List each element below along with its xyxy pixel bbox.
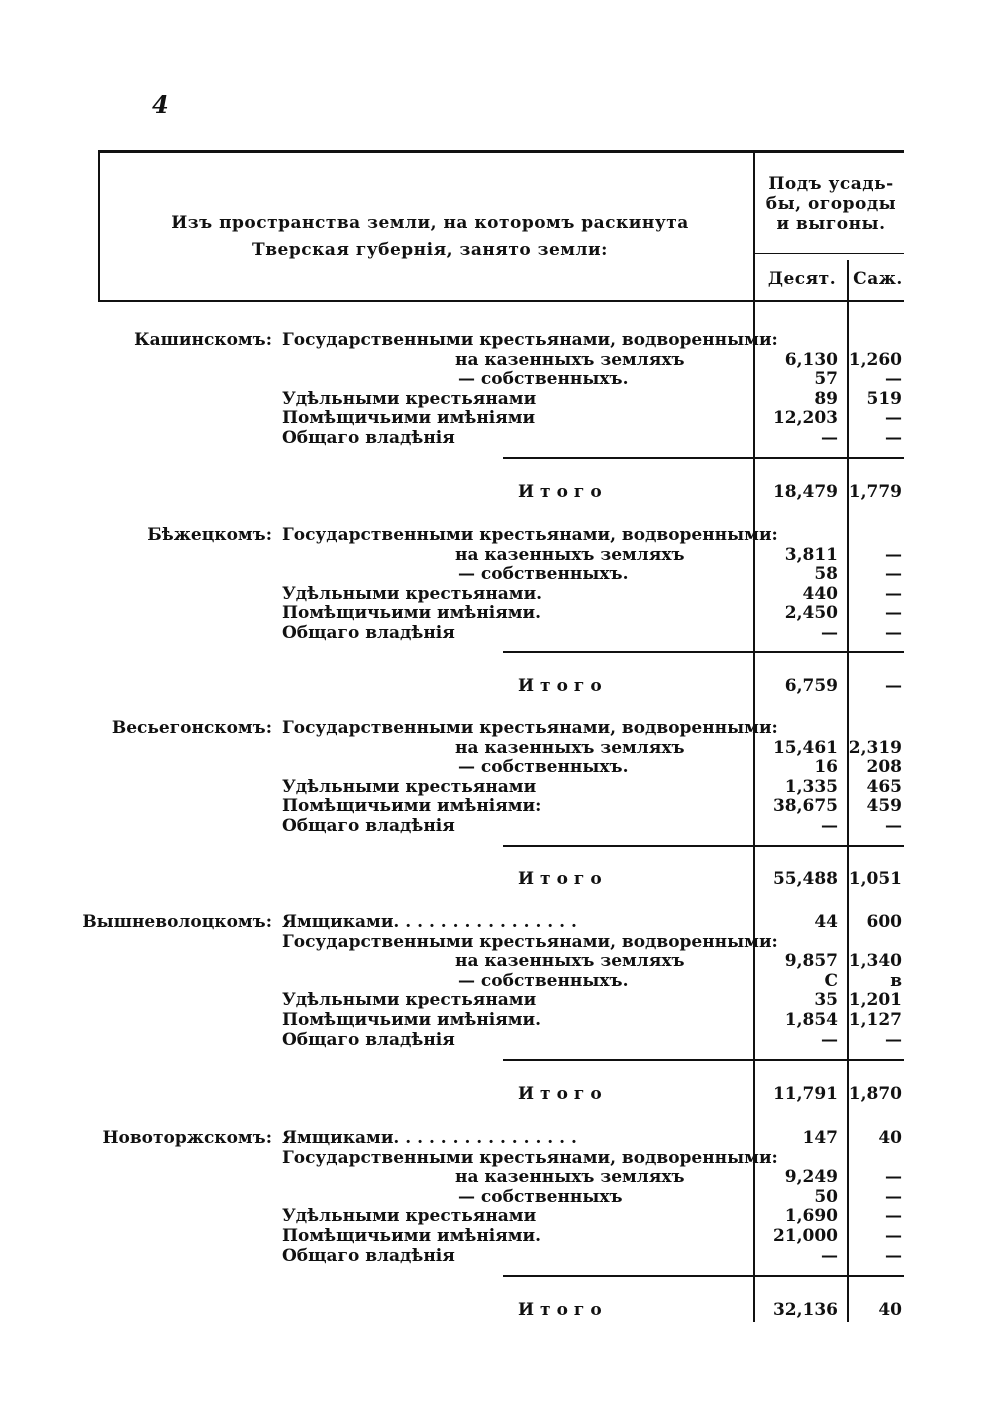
col-desyat-header: Десят. <box>767 269 837 289</box>
row-label: — собственныхъ. <box>458 757 629 778</box>
total-desyat: 18,479 <box>772 482 838 502</box>
cell-sazh: 465 <box>866 776 902 797</box>
subheader-rule <box>755 253 904 254</box>
row-label: — собственныхъ. <box>458 970 629 991</box>
total-label: Итого <box>518 1300 608 1320</box>
row-label: Удѣльными крестьянами <box>282 776 537 797</box>
cell-sazh: — <box>885 1206 902 1227</box>
total-sazh: — <box>885 676 902 696</box>
col-group-line3: и выгоны. <box>776 214 886 234</box>
cell-sazh: — <box>885 816 902 836</box>
row-label: Удѣльными крестьянами <box>282 990 537 1011</box>
cell-sazh: 519 <box>866 388 902 409</box>
cell-sazh: 1,127 <box>848 1010 902 1030</box>
cell-desyat: 15,461 <box>772 737 838 758</box>
cell-sazh: — <box>885 544 902 565</box>
row-label: на казенныхъ земляхъ <box>455 1167 685 1188</box>
cell-sazh: — <box>885 583 902 604</box>
row-label: Государственными крестьянами, водворенными: <box>282 330 778 350</box>
cell-sazh: 2,319 <box>848 737 902 758</box>
header-bottom-rule <box>98 300 904 302</box>
subcolumn-separator <box>847 260 849 1322</box>
cell-desyat: 16 <box>814 757 838 778</box>
cell-desyat: — <box>821 428 838 448</box>
cell-desyat: 57 <box>814 369 838 390</box>
row-label: Общаго владѣнія <box>282 623 455 643</box>
row-label: Помѣщичьими имѣніями: <box>282 796 542 817</box>
cell-sazh: 40 <box>878 1128 902 1148</box>
cell-desyat: — <box>821 1245 838 1266</box>
row-label: Помѣщичьими имѣніями. <box>282 1226 542 1246</box>
total-label: Итого <box>518 482 608 502</box>
total-label: Итого <box>518 676 608 696</box>
cell-desyat: 21,000 <box>772 1226 838 1246</box>
cell-desyat: 1,690 <box>784 1206 838 1227</box>
table-top-rule <box>98 150 904 153</box>
cell-desyat: 147 <box>802 1128 838 1148</box>
cell-sazh: 600 <box>866 912 902 932</box>
cell-sazh: 208 <box>866 757 902 778</box>
cell-desyat: — <box>821 816 838 836</box>
total-sazh: 1,870 <box>848 1084 902 1104</box>
cell-sazh: 1,201 <box>848 990 902 1011</box>
cell-desyat: 1,854 <box>784 1010 838 1030</box>
row-label: на казенныхъ земляхъ <box>455 737 685 758</box>
total-rule <box>503 845 904 847</box>
row-label: Государственными крестьянами, водворенными: <box>282 718 778 738</box>
row-label: Удѣльными крестьянами. <box>282 583 543 604</box>
total-desyat: 6,759 <box>784 676 838 696</box>
district-name: Новоторжскомъ: <box>102 1128 272 1148</box>
col-group-line1: Подъ усадь- <box>768 174 894 194</box>
cell-sazh: 1,260 <box>848 349 902 370</box>
cell-sazh: 1,340 <box>848 951 902 972</box>
cell-desyat: 1,335 <box>784 776 838 797</box>
total-desyat: 11,791 <box>772 1084 838 1104</box>
row-label: Удѣльными крестьянами <box>282 388 537 409</box>
cell-sazh: — <box>885 428 902 448</box>
total-desyat: 32,136 <box>772 1300 838 1320</box>
cell-desyat: — <box>821 623 838 643</box>
cell-sazh: — <box>885 1186 902 1207</box>
row-label: на казенныхъ земляхъ <box>455 349 685 370</box>
cell-sazh: — <box>885 1029 902 1050</box>
header-title-line2: Тверская губернія, занято земли: <box>252 240 608 260</box>
row-label: Общаго владѣнія <box>282 816 455 836</box>
col-sazh-header: Саж. <box>853 269 903 289</box>
total-desyat: 55,488 <box>772 869 838 889</box>
row-label: Государственными крестьянами, водворенными: <box>282 931 778 952</box>
cell-sazh: — <box>885 1226 902 1246</box>
total-rule <box>503 1275 904 1277</box>
cell-desyat: 50 <box>814 1186 838 1207</box>
cell-sazh: 459 <box>866 796 902 817</box>
cell-desyat: — <box>821 1029 838 1050</box>
cell-desyat: 3,811 <box>784 544 838 565</box>
cell-sazh: — <box>885 1245 902 1266</box>
cell-sazh: в <box>890 970 902 991</box>
cell-desyat: С <box>824 970 838 991</box>
row-label: Ямщиками. . . . . . . . . . . . . . . . <box>282 912 577 932</box>
row-label: Помѣщичьими имѣніями <box>282 408 536 429</box>
cell-desyat: 6,130 <box>784 349 838 370</box>
total-rule <box>503 457 904 459</box>
cell-desyat: 9,249 <box>784 1167 838 1188</box>
row-label: Общаго владѣнія <box>282 1029 455 1050</box>
col-group-line2: бы, огороды <box>765 194 897 214</box>
row-label: на казенныхъ земляхъ <box>455 951 685 972</box>
cell-desyat: 12,203 <box>772 408 838 429</box>
cell-sazh: — <box>885 1167 902 1188</box>
cell-sazh: — <box>885 369 902 390</box>
row-label: Государственными крестьянами, водворенными: <box>282 525 778 545</box>
cell-desyat: 89 <box>814 388 838 409</box>
cell-desyat: 44 <box>814 912 838 932</box>
cell-sazh: — <box>885 408 902 429</box>
row-label: Общаго владѣнія <box>282 1245 455 1266</box>
row-label: — собственныхъ. <box>458 369 629 390</box>
total-rule <box>503 651 904 653</box>
row-label: — собственныхъ <box>458 1186 623 1207</box>
district-name: Вышневолоцкомъ: <box>82 912 272 932</box>
row-label: Общаго владѣнія <box>282 428 455 448</box>
total-sazh: 1,779 <box>848 482 902 502</box>
cell-sazh: — <box>885 564 902 585</box>
cell-sazh: — <box>885 623 902 643</box>
district-name: Бѣжецкомъ: <box>147 525 272 545</box>
cell-sazh: — <box>885 603 902 624</box>
row-label: на казенныхъ земляхъ <box>455 544 685 565</box>
cell-desyat: 2,450 <box>784 603 838 624</box>
header-title-line1: Изъ пространства земли, на которомъ раскинута <box>171 213 689 233</box>
page-number: 4 <box>152 90 169 119</box>
cell-desyat: 38,675 <box>772 796 838 817</box>
total-sazh: 40 <box>878 1300 902 1320</box>
total-sazh: 1,051 <box>848 869 902 889</box>
cell-desyat: 440 <box>802 583 838 604</box>
district-name: Весьегонскомъ: <box>111 718 272 738</box>
cell-desyat: 9,857 <box>784 951 838 972</box>
row-label: Помѣщичьими имѣніями. <box>282 603 542 624</box>
row-label: Удѣльными крестьянами <box>282 1206 537 1227</box>
row-label: Государственными крестьянами, водворенными: <box>282 1147 778 1168</box>
total-label: Итого <box>518 1084 608 1104</box>
cell-desyat: 58 <box>814 564 838 585</box>
row-label: — собственныхъ. <box>458 564 629 585</box>
row-label: Ямщиками. . . . . . . . . . . . . . . . <box>282 1128 577 1148</box>
total-label: Итого <box>518 869 608 889</box>
total-rule <box>503 1059 904 1061</box>
cell-desyat: 35 <box>814 990 838 1011</box>
district-name: Кашинскомъ: <box>134 330 272 350</box>
row-label: Помѣщичьими имѣніями. <box>282 1010 542 1030</box>
left-border <box>98 150 100 302</box>
